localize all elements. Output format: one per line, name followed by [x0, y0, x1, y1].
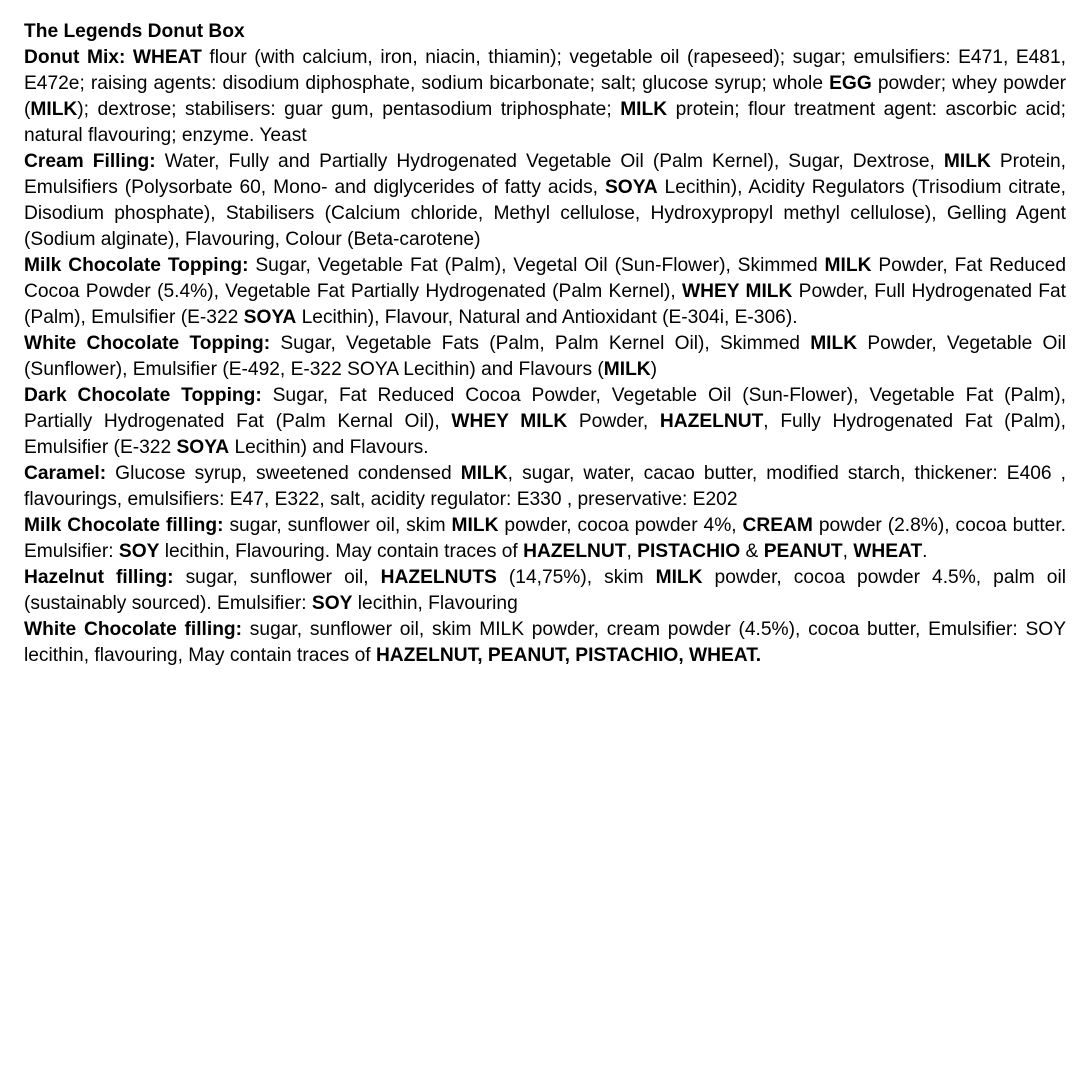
allergen-text: HAZELNUTS [380, 567, 497, 588]
allergen-text: SOYA [176, 437, 230, 458]
section-text: , [626, 541, 638, 562]
section-heading: Donut Mix: [24, 47, 133, 68]
ingredient-sections [24, 45, 1066, 669]
allergen-text: HAZELNUT [523, 541, 627, 562]
section-text: Sugar, Vegetable Fat (Palm), Vegetal Oil (Sun-Flower), Skimmed [248, 255, 825, 276]
section-dark-chocolate-topping [24, 383, 1066, 461]
section-text: Lecithin), Acidity Regulators (Trisodium citrate, Disodium phosphate), Stabilisers (Calcium chloride, Methyl cellulose, Hydroxypropyl methyl cellulose), Gelling Agent (Sodium alginate), Flavouring, Colour (Beta-carotene) [24, 177, 1066, 250]
allergen-text: PISTACHIO [637, 541, 741, 562]
allergen-text: SOY [311, 593, 353, 614]
section-text: ); dextrose; stabilisers: guar gum, pentasodium triphosphate; [77, 99, 621, 120]
section-text: powder; whey powder ( [24, 73, 1066, 120]
allergen-text: MILK [603, 359, 651, 380]
allergen-text: MILK [810, 333, 858, 354]
allergen-text: WHEAT [132, 47, 202, 68]
section-text: Lecithin) and Flavours. [229, 437, 429, 458]
section-heading: Cream Filling: [24, 151, 156, 172]
allergen-text: MILK [620, 99, 668, 120]
allergen-text: HAZELNUT [659, 411, 764, 432]
allergen-text: MILK [943, 151, 991, 172]
allergen-text: WHEY MILK [682, 281, 793, 302]
allergen-text: CREAM [742, 515, 813, 536]
section-text: , sugar, water, cacao butter, modified starch, thickener: E406 , flavourings, emulsifiers: E47, E322, salt, acidity regulator: E330 , preservative: E202 [24, 463, 1066, 510]
section-text: , Fully Hydrogenated Fat (Palm), Emulsifier (E-322 [24, 411, 1066, 458]
section-text: Powder, Full Hydrogenated Fat (Palm), Emulsifier (E-322 [24, 281, 1066, 328]
section-text: Protein, Emulsifiers (Polysorbate 60, Mono- and diglycerides of fatty acids, [24, 151, 1066, 198]
section-white-chocolate-topping [24, 331, 1066, 383]
section-text: Powder, Vegetable Oil (Sunflower), Emulsifier (E-492, E-322 SOYA Lecithin) and Flavours ( [24, 333, 1066, 380]
section-heading: Milk Chocolate filling: [24, 515, 224, 536]
section-milk-chocolate-topping [24, 253, 1066, 331]
document-title: The Legends Donut Box [24, 21, 245, 42]
allergen-text: PEANUT [763, 541, 843, 562]
section-text: powder, cocoa powder 4.5%, palm oil (sustainably sourced). Emulsifier: [24, 567, 1066, 614]
section-donut-mix [24, 45, 1066, 149]
allergen-text: SOYA [243, 307, 297, 328]
section-text: Lecithin), Flavour, Natural and Antioxidant (E-304i, E-306). [296, 307, 798, 328]
section-text: & [740, 541, 764, 562]
section-heading: Hazelnut filling: [24, 567, 174, 588]
section-text: ) [650, 359, 658, 380]
allergen-text: SOYA [604, 177, 658, 198]
section-text: Powder, [567, 411, 660, 432]
allergen-text: MILK [824, 255, 872, 276]
section-text: sugar, sunflower oil, skim [223, 515, 452, 536]
section-text: (14,75%), skim [496, 567, 656, 588]
allergen-text: HAZELNUT, PEANUT, PISTACHIO, WHEAT. [375, 645, 762, 666]
ingredients-document [24, 19, 1066, 669]
section-text: Sugar, Vegetable Fats (Palm, Palm Kernel Oil), Skimmed [270, 333, 811, 354]
allergen-text: WHEAT [853, 541, 923, 562]
section-text: sugar, sunflower oil, [173, 567, 381, 588]
section-heading: White Chocolate Topping: [24, 333, 271, 354]
section-heading: Caramel: [24, 463, 107, 484]
section-caramel [24, 461, 1066, 513]
allergen-text: MILK [460, 463, 508, 484]
section-text: lecithin, Flavouring. May contain traces of [159, 541, 524, 562]
section-text: , [842, 541, 854, 562]
section-milk-chocolate-filling [24, 513, 1066, 565]
section-text: protein; flour treatment agent: ascorbic acid; natural flavouring; enzyme. Yeast [24, 99, 1066, 146]
section-text: lecithin, Flavouring [352, 593, 518, 614]
section-text: powder (2.8%), cocoa butter. Emulsifier: [24, 515, 1066, 562]
allergen-text: MILK [655, 567, 703, 588]
section-heading: Dark Chocolate Topping: [24, 385, 262, 406]
section-text: Sugar, Fat Reduced Cocoa Powder, Vegetable Oil (Sun-Flower), Vegetable Fat (Palm), Partially Hydrogenated Fat (Palm Kernal Oil), [24, 385, 1066, 432]
allergen-text: MILK [30, 99, 78, 120]
section-cream-filling [24, 149, 1066, 253]
allergen-text: MILK [451, 515, 499, 536]
section-text: Powder, Fat Reduced Cocoa Powder (5.4%), Vegetable Fat Partially Hydrogenated (Palm Kernel), [24, 255, 1066, 302]
allergen-text: EGG [829, 73, 872, 94]
section-heading: Milk Chocolate Topping: [24, 255, 249, 276]
section-white-chocolate-filling [24, 617, 1066, 669]
section-text: Glucose syrup, sweetened condensed [106, 463, 461, 484]
section-text: . [922, 541, 928, 562]
section-text: flour (with calcium, iron, niacin, thiamin); vegetable oil (rapeseed); sugar; emulsifiers: E471, E481, E472e; raising agents: disodium diphosphate, sodium bicarbonate; salt; glucose syrup; whole [24, 47, 1066, 94]
section-text: Water, Fully and Partially Hydrogenated Vegetable Oil (Palm Kernel), Sugar, Dextrose, [155, 151, 944, 172]
section-heading: White Chocolate filling: [24, 619, 243, 640]
allergen-text: WHEY MILK [451, 411, 568, 432]
section-text: sugar, sunflower oil, skim MILK powder, cream powder (4.5%), cocoa butter, Emulsifier: SOY lecithin, flavouring, May contain traces of [24, 619, 1066, 666]
section-text: powder, cocoa powder 4%, [498, 515, 743, 536]
allergen-text: SOY [118, 541, 160, 562]
section-hazelnut-filling [24, 565, 1066, 617]
